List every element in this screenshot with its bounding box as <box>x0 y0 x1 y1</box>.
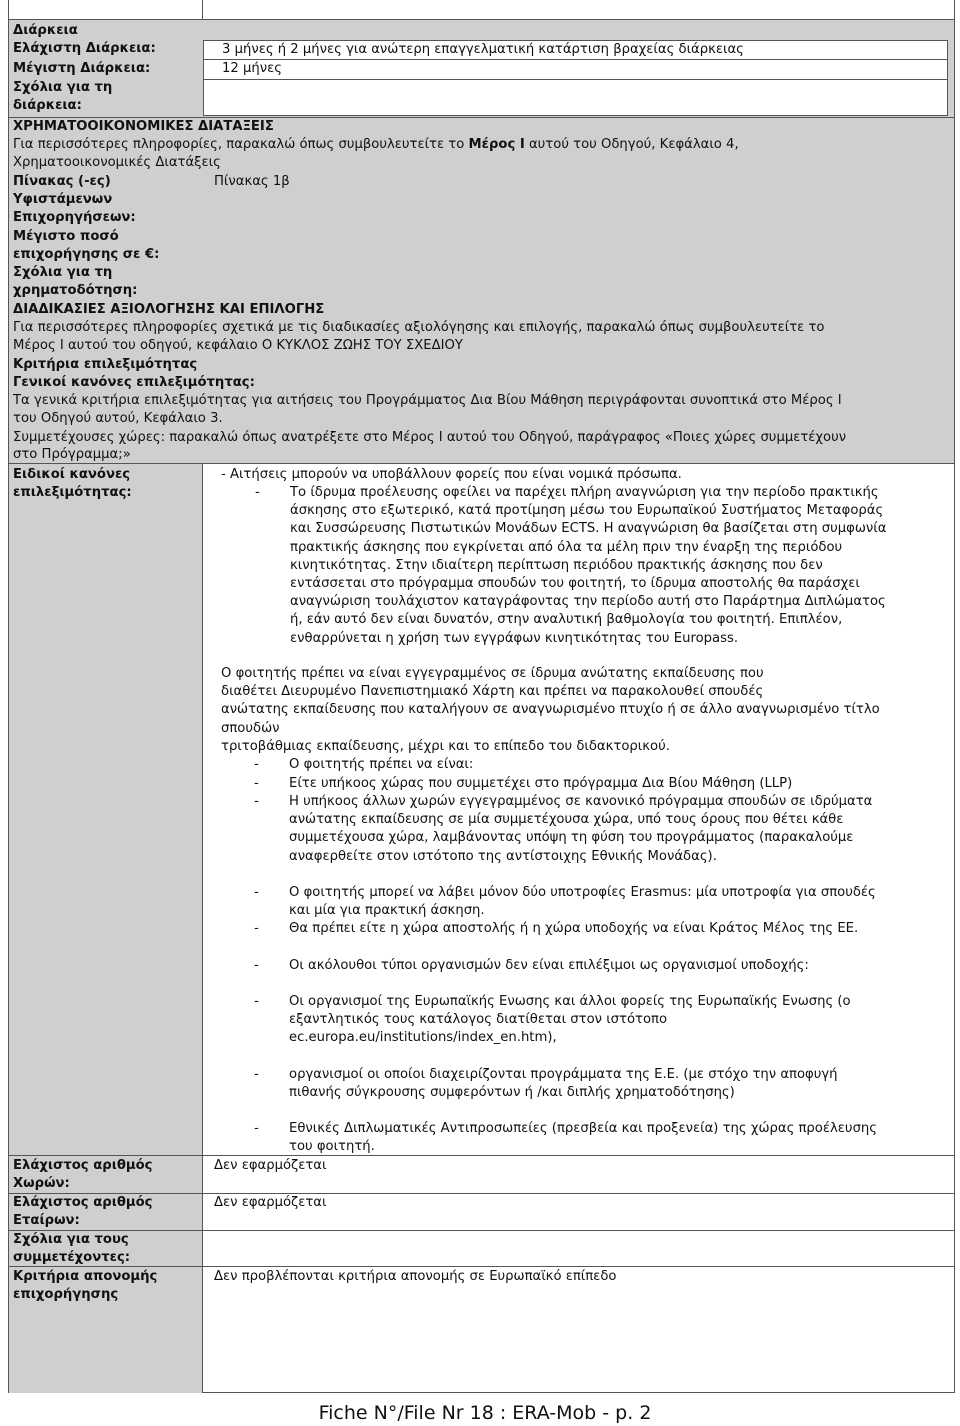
max-duration-value-cell <box>203 60 948 80</box>
min-countries-label-1: Ελάχιστος αριθμός <box>13 1158 153 1173</box>
general-rules-line-2: του Οδηγού αυτού, Κεφάλαιο 3. <box>13 411 223 426</box>
specific-rules-label-2: επιλεξιμότητας: <box>13 485 132 500</box>
bullet-eu-institutions: Οι οργανισμοί της Ευρωπαϊκής Ενωσης και άλλοι φορείς της Ευρωπαϊκής Ενωσης (ο εξαντλητικός τους κατάλογος διατίθεται στον ιστότοπο ec.europa.eu/institutions/index_en.htm), <box>289 994 851 1046</box>
award-criteria-value: Δεν προβλέπονται κριτήρια απονομής σε Ευρωπαϊκό επίπεδο <box>214 1269 617 1284</box>
top-empty-row <box>8 0 955 20</box>
bullet-dash: - <box>255 485 260 500</box>
bullet-ineligible-orgs: Οι ακόλουθοι τύποι οργανισμών δεν είναι επιλέξιμοι ως οργανισμοί υποδοχής: <box>289 958 809 973</box>
general-rules-line-1: Τα γενικά κριτήρια επιλεξιμότητας για αιτήσεις του Προγράμματος Δια Βίου Μάθηση περιγράφονται συνοπτικά στο Μέρος Ι <box>13 393 842 408</box>
max-duration-label: Μέγιστη Διάρκεια: <box>13 61 151 76</box>
student-enrollment-paragraph: Ο φοιτητής πρέπει να είναι εγγεγραμμένος σε ίδρυμα ανώτατης εκπαίδευσης που διαθέτει Διευρυμένο Πανεπιστημιακό Χάρτη και πρέπει να παρακολουθεί σπουδές ανώτατης εκπαίδευσης που καταλήγουν σε αναγνωρισμένο πτυχίο ή σε άλλο αναγνωρισμένο τίτλο σπουδών τριτοβάθμιας εκπαίδευσης, μέχρι και το επίπεδο του διδακτορικού. <box>221 666 880 754</box>
duration-comments-cell <box>203 80 948 116</box>
duration-section <box>8 20 955 117</box>
funding-comments-label-2: χρηματοδότηση: <box>13 283 138 298</box>
specific-intro: - Αιτήσεις μπορούν να υποβάλλουν φορείς που είναι νομικά πρόσωπα. <box>221 467 682 482</box>
participating-countries-line-1: Συμμετέχουσες χώρες: παρακαλώ όπως ανατρέξετε στο Μέρος Ι αυτού του Οδηγού, παράγραφος «Ποιες χώρες συμμετέχουν <box>13 430 847 445</box>
participating-countries-line-2: στο Πρόγραμμα;» <box>13 447 131 462</box>
procedures-section <box>8 299 955 463</box>
min-partners-label-1: Ελάχιστος αριθμός <box>13 1195 153 1210</box>
max-duration-value: 12 μήνες <box>222 61 282 76</box>
grant-table-label-2: Υφιστάμενων <box>13 192 113 207</box>
financial-info-line-1: Για περισσότερες πληροφορίες, παρακαλώ όπως συμβουλευτείτε το Μέρος Ι αυτού του Οδηγού, Κεφάλαιο 4, <box>13 137 739 152</box>
bullet-eu-member: Θα πρέπει είτε η χώρα αποστολής ή η χώρα υποδοχής να είναι Κράτος Μέλος της ΕΕ. <box>289 921 859 936</box>
bullet-other-nationals: Η υπήκοος άλλων χωρών εγγεγραμμένος σε κανονικό πρόγραμμα σπουδών σε ιδρύματα ανώτατης εκπαίδευσης σε μία συμμετέχουσα χώρα, υπό τους όρους που θέτει κάθε συμμετέχουσα χώρα, λαμβάνοντας υπόψη τη φύση του προγράμματος (παρακαλούμε αναφερθείτε στον ιστότοπο της αντίστοιχης Εθνικής Μονάδας). <box>289 794 873 864</box>
max-amount-label-1: Μέγιστο ποσό <box>13 229 119 244</box>
min-duration-value-cell <box>203 40 948 60</box>
duration-comments-label-1: Σχόλια για τη <box>13 80 113 95</box>
specific-rules-section: Ειδικοί κανόνες επιλεξιμότητας: - Αιτήσεις μπορούν να υποβάλλουν φορείς που είναι νομικά πρόσωπα. - Το ίδρυμα προέλευσης οφείλει να παρέχει πλήρη αναγνώριση για την περίοδο πρακτικής άσκησης στο εξωτερικό, κατά προτίμηση μέσω του Ευρωπαϊκού Συστήματος Μεταφοράς και Συσσώρευσης Πιστωτικών Μονάδων ECTS. Η αναγνώριση θα βασίζεται στη συμφωνία πρακτικής άσκησης που εγκρίνεται από όλα τα μέλη πριν την έναρξη της περιόδου κινητικότητας. Στην ιδιαίτερη περίπτωση περιόδου πρακτικής άσκησης που δεν εντάσσεται στο πρόγραμμα σπουδών του φοιτητή, το ίδρυμα αποστολής θα παράσχει αναγνώριση τουλάχιστον καταγράφοντας την περίοδο αυτή στο Παράρτημα Διπλώματος ή, εάν αυτό δεν είναι δυνατόν, στην αναλυτική βαθμολογία του φοιτητή. Επιπλέον, ενθαρρύνεται η χρήση των εγγράφων κινητικότητας του Europass. Ο φοιτητής πρέπει να είναι εγγεγραμμένος σε ίδρυμα ανώτατης εκπαίδευσης που διαθέτει Διευρυμένο Πανεπιστημιακό Χάρτη και πρέπει να παρακολουθεί σπουδές ανώτατης εκπαίδευσης που καταλήγουν σε αναγνωρισμένο πτυχίο ή σε άλλο αναγνωρισμένο τίτλο σπουδών τριτοβάθμιας εκπαίδευσης, μέχρι και το επίπεδο του διδακτορικού. - Ο φοιτητής πρέπει να είναι: - Είτε υπήκοος χώρας που συμμετέχει στο πρόγραμμα Δια Βίου Μάθηση (LLP) - Η υπήκοος άλλων χωρών εγγεγραμμένος σε κανονικό πρόγραμμα σπουδών σε ιδρύματα ανώτατης εκπαίδευσης σε μία συμμετέχουσα χώρα, υπό τους όρους που θέτει κάθε συμμετέχουσα χώρα, λαμβάνοντας υπόψη τη φύση του προγράμματος (παρακαλούμε αναφερθείτε στον ιστότοπο της αντίστοιχης Εθνικής Μονάδας). - Ο φοιτητής μπορεί να λάβει μόνον δύο υποτροφίες Erasmus: μία υποτροφία για σπουδές και μία για πρακτική άσκηση. - Θα πρέπει είτε η χώρα αποστολής ή η χώρα υποδοχής να είναι Κράτος Μέλος της ΕΕ. - Οι ακόλουθοι τύποι οργανισμών δεν είναι επιλέξιμοι ως οργανισμοί υποδοχής: - Οι οργανισμοί της Ευρωπαϊκής Ενωσης και άλλοι φορείς της Ευρωπαϊκής Ενωσης (ο εξαντλητικός τους κατάλογος διατίθεται στον ιστότοπο ec.europa.eu/institutions/index_en.htm), - οργανισμοί οι οποίοι διαχειρίζονται προγράμματα της Ε.Ε. (με στόχο την αποφυγή πιθανής σύγκρουσης συμφερόντων ή /και διπλής χρηματοδότησης) - Εθνικές Διπλωματικές Αντιπροσωπείες (πρεσβεία και προξενεία) της χώρας προέλευσης του φοιτητή. Ελάχιστος αριθμός Χωρών: Δεν εφαρμόζεται Ελάχιστος αριθμός Εταίρων: Δεν εφαρμόζεται Σχόλια για τους συμμετέχοντες: Κριτήρια απονομής επιχορήγησης Δεν προβλέπονται κριτήρια απονομής σε Ευρωπαϊκό επίπεδο <box>8 463 955 1393</box>
grant-table-value: Πίνακας 1β <box>214 174 290 189</box>
bullet-two-grants: Ο φοιτητής μπορεί να λάβει μόνον δύο υποτροφίες Erasmus: μία υποτροφία για σπουδές και μία για πρακτική άσκηση. <box>289 885 876 919</box>
procedures-info-line-2: Μέρος Ι αυτού του οδηγού, κεφάλαιο Ο ΚΥΚΛΟΣ ΖΩΗΣ ΤΟΥ ΣΧΕΔΙΟΥ <box>13 338 463 353</box>
max-amount-label-2: επιχορήγησης σε €: <box>13 247 160 262</box>
financial-header: ΧΡΗΜΑΤΟΟΙΚΟΝΟΜΙΚΕΣ ΔΙΑΤΑΞΕΙΣ <box>13 119 274 134</box>
grant-table-label-3: Επιχορηγήσεων: <box>13 210 136 225</box>
recognition-paragraph: Το ίδρυμα προέλευσης οφείλει να παρέχει πλήρη αναγνώριση για την περίοδο πρακτικής άσκησης στο εξωτερικό, κατά προτίμηση μέσω του Ευρωπαϊκού Συστήματος Μεταφοράς και Συσσώρευσης Πιστωτικών Μονάδων ECTS. Η αναγνώριση θα βασίζεται στη συμφωνία πρακτικής άσκησης που εγκρίνεται από όλα τα μέλη πριν την έναρξη της περιόδου κινητικότητας. Στην ιδιαίτερη περίπτωση περιόδου πρακτικής άσκησης που δεν εντάσσεται στο πρόγραμμα σπουδών του φοιτητή, το ίδρυμα αποστολής θα παράσχει αναγνώριση τουλάχιστον καταγράφοντας την περίοδο αυτή στο Παράρτημα Διπλώματος ή, εάν αυτό δεν είναι δυνατόν, στην αναλυτική βαθμολογία του φοιτητή. Επιπλέον, ενθαρρύνεται η χρήση των εγγράφων κινητικότητας του Europass. <box>290 485 887 646</box>
grant-table-label-1: Πίνακας (-ες) <box>13 174 111 189</box>
min-partners-value: Δεν εφαρμόζεται <box>214 1195 327 1210</box>
financial-section <box>8 117 955 299</box>
min-duration-value: 3 μήνες ή 2 μήνες για ανώτερη επαγγελματική κατάρτιση βραχείας διάρκειας <box>222 42 744 57</box>
financial-info-line-2: Χρηματοοικονομικές Διατάξεις <box>13 155 221 170</box>
eligibility-criteria-header: Κριτήρια επιλεξιμότητας <box>13 357 198 372</box>
min-countries-value: Δεν εφαρμόζεται <box>214 1158 327 1173</box>
duration-header: Διάρκεια <box>13 23 78 38</box>
bullet-diplomatic-missions: Εθνικές Διπλωματικές Αντιπροσωπείες (πρεσβεία και προξενεία) της χώρας προέλευσης του φοιτητή. <box>289 1121 878 1155</box>
procedures-header: ΔΙΑΔΙΚΑΣΙΕΣ ΑΞΙΟΛΟΓΗΣΗΣ ΚΑΙ ΕΠΙΛΟΓΗΣ <box>13 302 325 317</box>
page-footer: Fiche N°/File Nr 18 : ERA-Mob - p. 2 <box>318 1402 652 1424</box>
award-criteria-label-1: Κριτήρια απονομής <box>13 1269 158 1284</box>
procedures-info-line-1: Για περισσότερες πληροφορίες σχετικά με τις διαδικασίες αξιολόγησης και επιλογής, παρακαλώ όπως συμβουλευτείτε το <box>13 320 825 335</box>
bullet-student-must-be: Ο φοιτητής πρέπει να είναι: <box>289 757 474 772</box>
bullet-llp-national: Είτε υπήκοος χώρας που συμμετέχει στο πρόγραμμα Δια Βίου Μάθηση (LLP) <box>289 776 793 791</box>
bullet-eu-programme-managers: οργανισμοί οι οποίοι διαχειρίζονται προγράμματα της Ε.Ε. (με στόχο την αποφυγή πιθανής σύγκρουσης συμφερόντων ή /και διπλής χρηματοδότησης) <box>289 1067 838 1101</box>
min-partners-label-2: Εταίρων: <box>13 1213 80 1228</box>
general-rules-header: Γενικοί κανόνες επιλεξιμότητας: <box>13 375 255 390</box>
min-duration-label: Ελάχιστη Διάρκεια: <box>13 41 156 56</box>
min-countries-label-2: Χωρών: <box>13 1176 70 1191</box>
participants-comments-label-1: Σχόλια για τους <box>13 1232 129 1247</box>
participants-comments-label-2: συμμετέχοντες: <box>13 1250 131 1265</box>
specific-rules-label-1: Ειδικοί κανόνες <box>13 467 131 482</box>
duration-comments-label-2: διάρκεια: <box>13 98 82 113</box>
funding-comments-label-1: Σχόλια για τη <box>13 265 113 280</box>
award-criteria-label-2: επιχορήγησης <box>13 1287 119 1302</box>
